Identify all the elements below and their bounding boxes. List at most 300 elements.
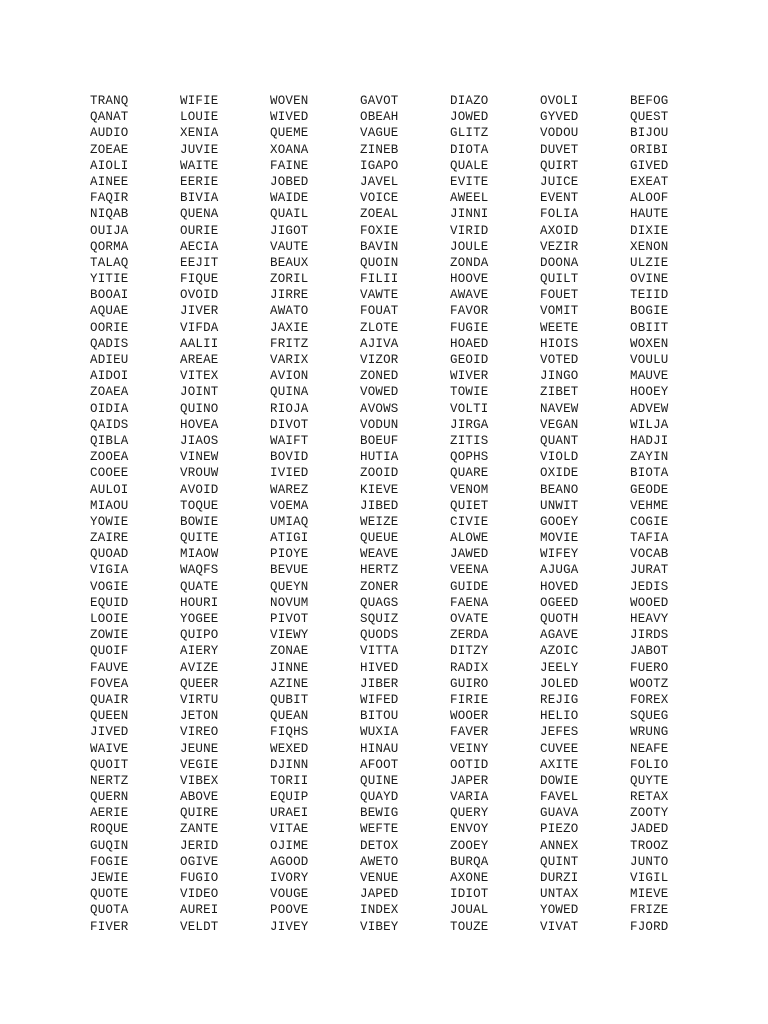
word-cell: FOVEA xyxy=(90,676,129,691)
word-cell: QUOTE xyxy=(90,887,129,902)
word-cell: VEZIR xyxy=(540,239,579,254)
word-cell: JOUAL xyxy=(450,903,489,918)
word-cell: JAPED xyxy=(360,887,399,902)
word-cell: QAIDS xyxy=(90,417,129,432)
word-cell: OURIE xyxy=(180,223,219,238)
word-cell: GEODE xyxy=(630,482,669,497)
word-cell: AWEEL xyxy=(450,191,489,206)
word-cell: AIDOI xyxy=(90,369,129,384)
word-cell: WIFIE xyxy=(180,94,219,108)
word-cell: WAIVE xyxy=(90,741,129,756)
word-cell: OXIDE xyxy=(540,466,579,481)
word-cell: QUARE xyxy=(450,466,489,481)
word-cell: QUOIF xyxy=(90,644,129,659)
word-cell: GLITZ xyxy=(450,126,489,141)
word-cell: ZONDA xyxy=(450,255,489,270)
word-cell: JEFES xyxy=(540,725,579,740)
word-cell: FOREX xyxy=(630,692,669,707)
word-cell: FAVOR xyxy=(450,304,489,319)
word-cell: QUAYD xyxy=(360,790,399,805)
word-cell: AJIVA xyxy=(360,336,399,351)
word-cell: DITZY xyxy=(450,644,489,659)
word-cell: DOWIE xyxy=(540,773,579,788)
word-cell: VIRID xyxy=(450,223,489,238)
word-cell: ZORIL xyxy=(270,272,309,287)
word-cell: QUEME xyxy=(270,126,309,141)
word-cell: EXEAT xyxy=(630,174,669,189)
word-cell: QUENA xyxy=(180,207,219,222)
word-cell: TEIID xyxy=(630,288,669,303)
word-cell: VOULU xyxy=(630,353,669,367)
word-cell: JINGO xyxy=(540,369,579,384)
word-cell: VOLTI xyxy=(450,401,489,416)
word-cell: COGIE xyxy=(630,514,669,529)
word-cell: VINEW xyxy=(180,450,219,465)
word-cell: JOBED xyxy=(270,174,309,189)
word-cell: POOVE xyxy=(270,903,309,918)
word-cell: ZERDA xyxy=(450,628,489,643)
word-cell: TRANQ xyxy=(90,94,129,108)
word-cell: EVENT xyxy=(540,191,579,206)
word-cell: JOWED xyxy=(450,110,489,125)
word-cell: HOURI xyxy=(180,595,219,610)
word-cell: WILJA xyxy=(630,417,669,432)
word-cell: RIOJA xyxy=(270,401,309,416)
word-cell: JIAOS xyxy=(180,433,219,448)
word-cell: VIVAT xyxy=(540,919,579,934)
word-cell: ALOOF xyxy=(630,191,669,206)
word-cell: FUERO xyxy=(630,660,669,675)
word-cell: QUINE xyxy=(360,773,399,788)
word-cell: NIQAB xyxy=(90,207,129,222)
word-cell: INDEX xyxy=(360,903,399,918)
word-cell: VEENA xyxy=(450,563,489,578)
word-cell: OIDIA xyxy=(90,401,129,416)
word-cell: WAITE xyxy=(180,158,219,173)
word-cell: QUIPO xyxy=(180,628,219,643)
word-cell: FJORD xyxy=(630,919,669,934)
word-cell: WRUNG xyxy=(630,725,669,740)
word-cell: HADJI xyxy=(630,433,669,448)
word-cell: ZAIRE xyxy=(90,531,129,546)
word-cell: EEJIT xyxy=(180,255,219,270)
word-cell: ZITIS xyxy=(450,433,489,448)
word-cell: JAWED xyxy=(450,547,489,562)
word-cell: AWATO xyxy=(270,304,309,319)
word-cell: IVORY xyxy=(270,871,309,885)
word-cell: AECIA xyxy=(180,239,219,254)
word-cell: WOXEN xyxy=(630,336,669,351)
word-cell: JEDIS xyxy=(630,579,669,594)
word-cell: ALOWE xyxy=(450,531,489,546)
word-cell: AQUAE xyxy=(90,304,129,319)
word-cell: VIFDA xyxy=(180,320,219,335)
word-cell: QOPHS xyxy=(450,450,489,465)
word-cell: DJINN xyxy=(270,757,309,772)
word-cell: VOTED xyxy=(540,353,579,367)
word-cell: AULOI xyxy=(90,482,129,497)
word-cell: TOUZE xyxy=(450,919,489,934)
word-cell: AREAE xyxy=(180,353,219,367)
word-cell: BOGIE xyxy=(630,304,669,319)
word-cell: QUAIL xyxy=(270,207,309,222)
word-cell: BEAUX xyxy=(270,255,309,270)
word-cell: BEVUE xyxy=(270,563,309,578)
word-cell: QUODS xyxy=(360,628,399,643)
word-cell: WIVED xyxy=(270,110,309,125)
word-cell: WIVER xyxy=(450,369,489,384)
word-cell: ZLOTE xyxy=(360,320,399,335)
word-cell: HOOEY xyxy=(630,385,669,400)
word-cell: YITIE xyxy=(90,272,129,287)
word-cell: BOVID xyxy=(270,450,309,465)
word-cell: MOVIE xyxy=(540,531,579,546)
word-cell: QUAGS xyxy=(360,595,399,610)
word-cell: VARIX xyxy=(270,353,309,367)
word-cell: OJIME xyxy=(270,838,309,853)
word-cell: QUOAD xyxy=(90,547,129,562)
word-cell: DIOTA xyxy=(450,142,489,157)
word-cell: TALAQ xyxy=(90,255,129,270)
word-cell: DETOX xyxy=(360,838,399,853)
word-cell: JOLED xyxy=(540,676,579,691)
word-cell: AALII xyxy=(180,336,219,351)
word-cell: OORIE xyxy=(90,320,129,335)
word-cell: ADVEW xyxy=(630,401,669,416)
word-cell: TORII xyxy=(270,773,309,788)
word-cell: AZINE xyxy=(270,676,309,691)
word-cell: JIRGA xyxy=(450,417,489,432)
word-cell: GUIRO xyxy=(450,676,489,691)
word-cell: QUOIT xyxy=(90,757,129,772)
word-cell: JIVEY xyxy=(270,919,309,934)
word-cell: CUVEE xyxy=(540,741,579,756)
word-cell: QUBIT xyxy=(270,692,309,707)
word-cell: FUGIO xyxy=(180,871,219,885)
word-cell: PIOYE xyxy=(270,547,309,562)
word-cell: NEAFE xyxy=(630,741,669,756)
word-cell: QIBLA xyxy=(90,433,129,448)
word-cell: OVATE xyxy=(450,612,489,626)
word-cell: FOXIE xyxy=(360,223,399,238)
word-cell: WAREZ xyxy=(270,482,309,497)
word-cell: WOOTZ xyxy=(630,676,669,691)
word-cell: VOUGE xyxy=(270,887,309,902)
word-cell: FIRIE xyxy=(450,692,489,707)
word-cell: JABOT xyxy=(630,644,669,659)
word-cell: FAQIR xyxy=(90,191,129,206)
word-cell: WAIDE xyxy=(270,191,309,206)
word-cell: AWAVE xyxy=(450,288,489,303)
word-cell: FIVER xyxy=(90,919,129,934)
word-cell: ZOEAL xyxy=(360,207,399,222)
word-cell: ADIEU xyxy=(90,353,129,367)
word-cell: XENON xyxy=(630,239,669,254)
word-cell: FUGIE xyxy=(450,320,489,335)
word-cell: QUIRT xyxy=(540,158,579,173)
word-cell: BOWIE xyxy=(180,514,219,529)
word-cell: HAUTE xyxy=(630,207,669,222)
word-cell: XENIA xyxy=(180,126,219,141)
word-cell: ZONER xyxy=(360,579,399,594)
word-cell: TOQUE xyxy=(180,498,219,513)
word-cell: BIJOU xyxy=(630,126,669,141)
word-cell: HERTZ xyxy=(360,563,399,578)
word-cell: WAIFT xyxy=(270,433,309,448)
word-cell: QUEST xyxy=(630,110,669,125)
word-cell: JIRRE xyxy=(270,288,309,303)
word-cell: DIXIE xyxy=(630,223,669,238)
word-cell: GUIDE xyxy=(450,579,489,594)
word-cell: HOAED xyxy=(450,336,489,351)
word-cell: FOUET xyxy=(540,288,579,303)
word-cell: BAVIN xyxy=(360,239,399,254)
word-cell: HUTIA xyxy=(360,450,399,465)
word-cell: GOOEY xyxy=(540,514,579,529)
word-cell: QUATE xyxy=(180,579,219,594)
word-cell: JIVED xyxy=(90,725,129,740)
word-cell: VODOU xyxy=(540,126,579,141)
word-cell: KIEVE xyxy=(360,482,399,497)
word-cell: VOGIE xyxy=(90,579,129,594)
word-cell: HELIO xyxy=(540,709,579,724)
word-cell: AIERY xyxy=(180,644,219,659)
word-cell: VIBEX xyxy=(180,773,219,788)
word-cell: ZINEB xyxy=(360,142,399,157)
word-cell: MIAOW xyxy=(180,547,219,562)
word-cell: SQUEG xyxy=(630,709,669,724)
word-cell: LOOIE xyxy=(90,612,129,626)
word-cell: JEUNE xyxy=(180,741,219,756)
word-cell: QUYTE xyxy=(630,773,669,788)
word-cell: GUQIN xyxy=(90,838,129,853)
word-cell: AGOOD xyxy=(270,854,309,869)
word-cell: EQUIP xyxy=(270,790,309,805)
word-cell: GAVOT xyxy=(360,94,399,108)
word-cell: QUOIN xyxy=(360,255,399,270)
word-cell: EQUID xyxy=(90,595,129,610)
word-cell: ZOAEA xyxy=(90,385,129,400)
word-cell: VAGUE xyxy=(360,126,399,141)
word-cell: YOWIE xyxy=(90,514,129,529)
word-cell: JIGOT xyxy=(270,223,309,238)
word-cell: QUEUE xyxy=(360,531,399,546)
word-cell: AVIZE xyxy=(180,660,219,675)
word-cell: JIBER xyxy=(360,676,399,691)
word-cell: JADED xyxy=(630,822,669,837)
word-cell: ZANTE xyxy=(180,822,219,837)
word-cell: HOVEA xyxy=(180,417,219,432)
word-cell: COOEE xyxy=(90,466,129,481)
word-cell: ENVOY xyxy=(450,822,489,837)
word-cell: EVITE xyxy=(450,174,489,189)
word-cell: AZOIC xyxy=(540,644,579,659)
word-cell: FILII xyxy=(360,272,399,287)
word-list-grid xyxy=(90,93,720,935)
word-cell: AVOID xyxy=(180,482,219,497)
word-cell: JINNI xyxy=(450,207,489,222)
word-cell: PIVOT xyxy=(270,612,309,626)
word-cell: BEANO xyxy=(540,482,579,497)
word-cell: GIVED xyxy=(630,158,669,173)
word-cell: AWETO xyxy=(360,854,399,869)
word-cell: QUIET xyxy=(450,498,489,513)
word-cell: FAVEL xyxy=(540,790,579,805)
word-cell: ZONAE xyxy=(270,644,309,659)
word-cell: QUAIR xyxy=(90,692,129,707)
word-cell: UMIAQ xyxy=(270,514,309,529)
word-cell: BEWIG xyxy=(360,806,399,821)
word-cell: BIVIA xyxy=(180,191,219,206)
word-cell: VEGIE xyxy=(180,757,219,772)
word-cell: GUAVA xyxy=(540,806,579,821)
word-cell: JEWIE xyxy=(90,871,129,885)
word-cell: QUEER xyxy=(180,676,219,691)
word-cell: VEHME xyxy=(630,498,669,513)
word-cell: FOLIO xyxy=(630,757,669,772)
word-cell: FAUVE xyxy=(90,660,129,675)
word-cell: HOVED xyxy=(540,579,579,594)
word-cell: ZOOTY xyxy=(630,806,669,821)
word-cell: JAVEL xyxy=(360,174,399,189)
word-cell: WEIZE xyxy=(360,514,399,529)
word-cell: FAVER xyxy=(450,725,489,740)
word-cell: QUINT xyxy=(540,854,579,869)
word-cell: FOGIE xyxy=(90,854,129,869)
word-cell: GEOID xyxy=(450,353,489,367)
word-cell: QUALE xyxy=(450,158,489,173)
word-cell: GYVED xyxy=(540,110,579,125)
word-cell: ZOWIE xyxy=(90,628,129,643)
word-cell: BOEUF xyxy=(360,433,399,448)
word-cell: QUEYN xyxy=(270,579,309,594)
word-cell: WIFED xyxy=(360,692,399,707)
word-cell: VEGAN xyxy=(540,417,579,432)
word-cell: WIFEY xyxy=(540,547,579,562)
word-cell: LOUIE xyxy=(180,110,219,125)
word-cell: DIVOT xyxy=(270,417,309,432)
word-cell: VIDEO xyxy=(180,887,219,902)
word-cell: RADIX xyxy=(450,660,489,675)
word-cell: QUOTA xyxy=(90,903,129,918)
word-cell: VOWED xyxy=(360,385,399,400)
word-cell: JETON xyxy=(180,709,219,724)
word-cell: DIAZO xyxy=(450,94,489,108)
word-cell: BURQA xyxy=(450,854,489,869)
word-cell: QUINA xyxy=(270,385,309,400)
word-cell: JAPER xyxy=(450,773,489,788)
word-cell: YOWED xyxy=(540,903,579,918)
word-cell: HOOVE xyxy=(450,272,489,287)
word-cell: JIVER xyxy=(180,304,219,319)
word-cell: VENOM xyxy=(450,482,489,497)
word-cell: HINAU xyxy=(360,741,399,756)
word-cell: MAUVE xyxy=(630,369,669,384)
word-cell: BEFOG xyxy=(630,94,669,108)
word-cell: VAUTE xyxy=(270,239,309,254)
word-cell: JIBED xyxy=(360,498,399,513)
word-cell: JINNE xyxy=(270,660,309,675)
word-cell: AVOWS xyxy=(360,401,399,416)
word-cell: DOONA xyxy=(540,255,579,270)
word-cell: OBIIT xyxy=(630,320,669,335)
word-cell: AVION xyxy=(270,369,309,384)
word-cell: VIRTU xyxy=(180,692,219,707)
word-cell: HIOIS xyxy=(540,336,579,351)
word-cell: QUOTH xyxy=(540,612,579,626)
word-cell: WEXED xyxy=(270,741,309,756)
word-cell: ZOOEY xyxy=(450,838,489,853)
word-cell: VITEX xyxy=(180,369,219,384)
word-cell: QUEEN xyxy=(90,709,129,724)
word-cell: JOINT xyxy=(180,385,219,400)
word-cell: WOVEN xyxy=(270,94,309,108)
word-cell: QORMA xyxy=(90,239,129,254)
word-cell: TAFIA xyxy=(630,531,669,546)
word-cell: OOTID xyxy=(450,757,489,772)
word-cell: JUVIE xyxy=(180,142,219,157)
word-cell: JAXIE xyxy=(270,320,309,335)
word-cell: FIQUE xyxy=(180,272,219,287)
word-cell: VENUE xyxy=(360,871,399,885)
word-cell: OVOLI xyxy=(540,94,579,108)
word-cell: AJUGA xyxy=(540,563,579,578)
word-cell: QANAT xyxy=(90,110,129,125)
word-cell: ZAYIN xyxy=(630,450,669,465)
word-cell: VAWTE xyxy=(360,288,399,303)
word-cell: BIOTA xyxy=(630,466,669,481)
word-cell: OGEED xyxy=(540,595,579,610)
word-cell: DUVET xyxy=(540,142,579,157)
word-cell: VOEMA xyxy=(270,498,309,513)
word-cell: BOOAI xyxy=(90,288,129,303)
word-cell: AUDIO xyxy=(90,126,129,141)
word-cell: ORIBI xyxy=(630,142,669,157)
word-cell: VODUN xyxy=(360,417,399,432)
word-cell: NERTZ xyxy=(90,773,129,788)
word-cell: OGIVE xyxy=(180,854,219,869)
word-cell: WOOED xyxy=(630,595,669,610)
word-cell: JIRDS xyxy=(630,628,669,643)
word-cell: FAINE xyxy=(270,158,309,173)
word-cell: ROQUE xyxy=(90,822,129,837)
word-cell: URAEI xyxy=(270,806,309,821)
word-cell: ZOOID xyxy=(360,466,399,481)
word-cell: MIEVE xyxy=(630,887,669,902)
word-cell: ZIBET xyxy=(540,385,579,400)
word-cell: QUANT xyxy=(540,433,579,448)
word-cell: TOWIE xyxy=(450,385,489,400)
word-cell: VOMIT xyxy=(540,304,579,319)
word-cell: QUILT xyxy=(540,272,579,287)
word-cell: AXOID xyxy=(540,223,579,238)
word-cell: VROUW xyxy=(180,466,219,481)
word-cell: AFOOT xyxy=(360,757,399,772)
word-cell: JUICE xyxy=(540,174,579,189)
word-cell: UNWIT xyxy=(540,498,579,513)
word-cell: HEAVY xyxy=(630,612,669,626)
word-cell: UNTAX xyxy=(540,887,579,902)
word-cell: MIAOU xyxy=(90,498,129,513)
word-cell: VOCAB xyxy=(630,547,669,562)
word-cell: ANNEX xyxy=(540,838,579,853)
word-cell: VIZOR xyxy=(360,353,399,367)
word-cell: WOOER xyxy=(450,709,489,724)
word-cell: VEINY xyxy=(450,741,489,756)
word-cell: PIEZO xyxy=(540,822,579,837)
word-cell: VIGIA xyxy=(90,563,129,578)
word-cell: VIBEY xyxy=(360,919,399,934)
